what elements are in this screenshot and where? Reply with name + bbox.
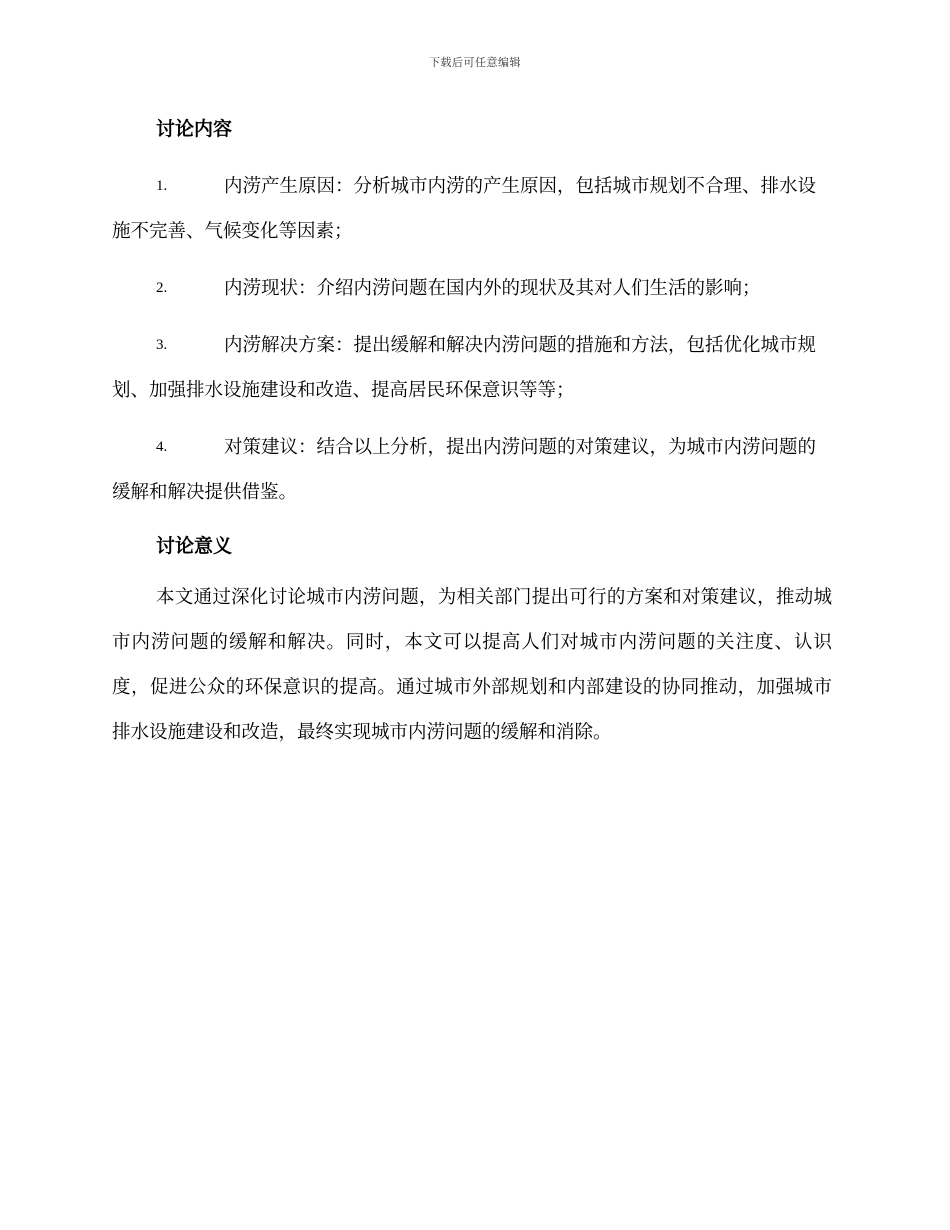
list-item-text: 内涝现状：介绍内涝问题在国内外的现状及其对人们生活的影响； <box>224 278 761 299</box>
document-body <box>112 112 832 755</box>
list-item-number: 2. <box>156 280 168 296</box>
list-item-number: 4. <box>156 439 168 455</box>
list-item-text: 内涝产生原因：分析城市内涝的产生原因，包括城市规划不合理、排水设施不完善、气候变化等因素； <box>112 176 817 242</box>
header-note: 下载后可任意编辑 <box>429 56 521 69</box>
section-heading-discussion-content: 讨论内容 <box>156 118 233 140</box>
list-item <box>112 323 832 413</box>
list-item-text: 内涝解决方案：提出缓解和解决内涝问题的措施和方法，包括优化城市规划、加强排水设施建设和改造、提高居民环保意识等等； <box>112 335 817 401</box>
list-item-number: 1. <box>156 178 168 194</box>
list-item <box>112 266 832 311</box>
significance-paragraph: 本文通过深化讨论城市内涝问题，为相关部门提出可行的方案和对策建议，推动城市内涝问题的缓解和解决。同时，本文可以提高人们对城市内涝问题的关注度、认识度，促进公众的环保意识的提高。通过城市外部规划和内部建设的协同推动，加强城市排水设施建设和改造，最终实现城市内涝问题的缓解和消除。 <box>112 587 832 743</box>
list-item <box>112 425 832 515</box>
section-heading-discussion-significance: 讨论意义 <box>156 535 233 557</box>
list-item-text: 对策建议：结合以上分析，提出内涝问题的对策建议，为城市内涝问题的缓解和解决提供借鉴。 <box>112 437 817 503</box>
list-item <box>112 164 832 254</box>
list-item-number: 3. <box>156 337 168 353</box>
